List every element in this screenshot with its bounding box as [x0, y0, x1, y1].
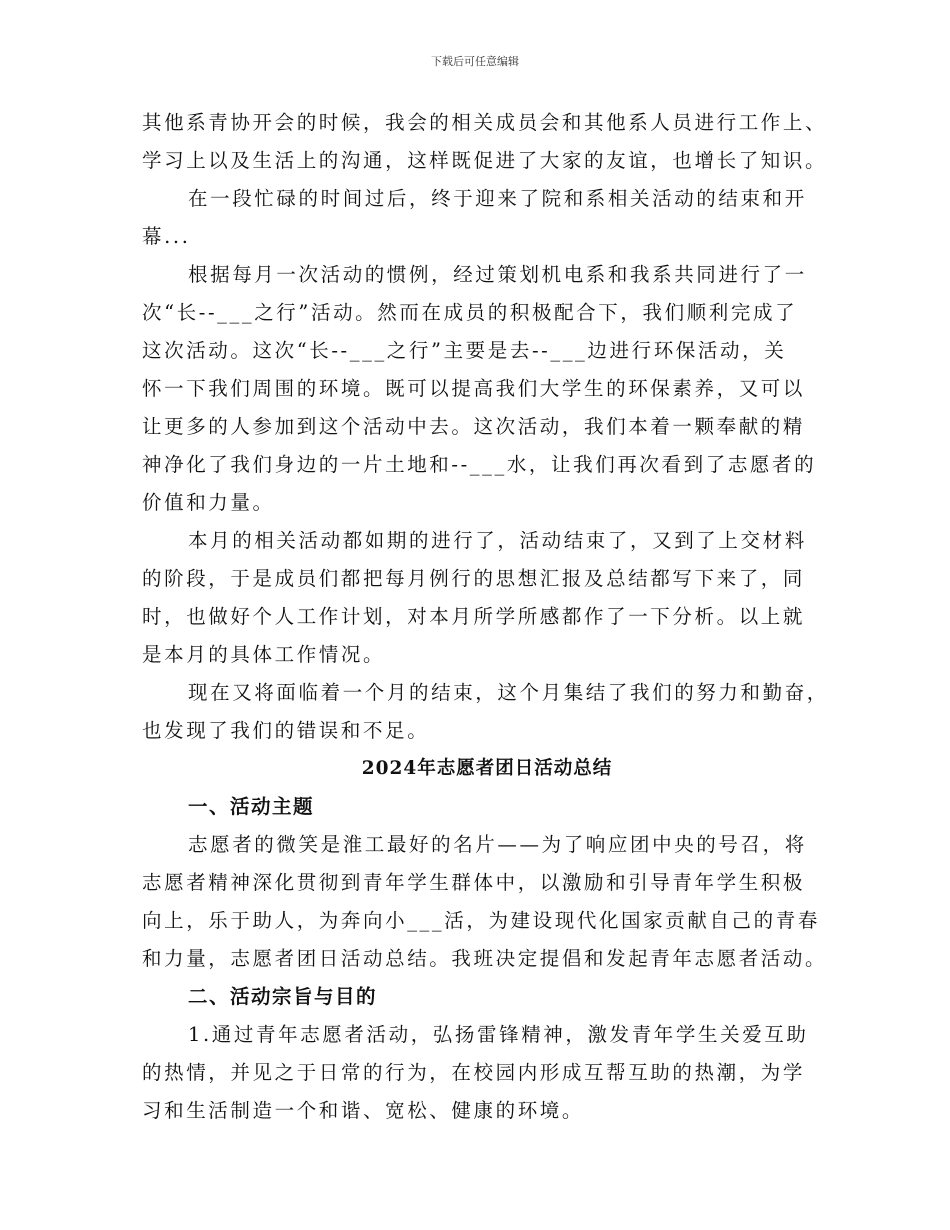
- paragraph-line: 向上，乐于助人，为奔向小___活，为建设现代化国家贡献自己的青春: [142, 909, 820, 932]
- paragraph-line: 是本月的具体工作情况。: [142, 643, 386, 666]
- paragraph-line: 让更多的人参加到这个活动中去。这次活动，我们本着一颗奉献的精: [142, 415, 806, 438]
- paragraph-line: 的热情，并见之于日常的行为，在校园内形成互帮互助的热潮，为学: [142, 1061, 806, 1084]
- document-body: [142, 104, 832, 1130]
- paragraph-line: 怀一下我们周围的环境。既可以提高我们大学生的环保素养，又可以: [142, 377, 806, 400]
- section-title: 2024年志愿者团日活动总结: [361, 758, 613, 779]
- paragraph-line: 其他系青协开会的时候，我会的相关成员会和其他系人员进行工作上、: [142, 111, 828, 134]
- paragraph-line: 神净化了我们身边的一片土地和--___水，让我们再次看到了志愿者的: [142, 453, 817, 476]
- paragraph-line: 也发现了我们的错误和不足。: [142, 719, 430, 742]
- paragraph-line: 习和生活制造一个和谐、宽松、健康的环境。: [142, 1099, 585, 1122]
- paragraph-line: 志愿者精神深化贯彻到青年学生群体中，以激励和引导青年学生积极: [142, 871, 806, 894]
- paragraph-line: 学习上以及生活上的沟通，这样既促进了大家的友谊，也增长了知识。: [142, 149, 828, 172]
- paragraph-line: 这次活动。这次“长--___之行”主要是去--___边进行环保活动，关: [142, 339, 787, 362]
- paragraph-line: 的阶段，于是成员们都把每月例行的思想汇报及总结都写下来了，同: [142, 567, 806, 590]
- paragraph-line: 本月的相关活动都如期的进行了，活动结束了，又到了上交材料: [188, 529, 807, 552]
- paragraph-line: 幕...: [142, 225, 191, 248]
- header-note: 下载后可任意编辑: [431, 55, 519, 68]
- section-heading: 一、活动主题: [188, 795, 315, 818]
- paragraph-line: 现在又将面临着一个月的结束，这个月集结了我们的努力和勤奋，: [188, 681, 829, 704]
- paragraph-line: 和力量，志愿者团日活动总结。我班决定提倡和发起青年志愿者活动。: [142, 947, 828, 970]
- paragraph-line: 根据每月一次活动的惯例，经过策划机电系和我系共同进行了一: [188, 263, 807, 286]
- paragraph-line: 时，也做好个人工作计划，对本月所学所感都作了一下分析。以上就: [142, 605, 806, 628]
- paragraph-line: 次“长--___之行”活动。然而在成员的积极配合下，我们顺利完成了: [142, 301, 798, 324]
- section-heading: 二、活动宗旨与目的: [188, 985, 378, 1008]
- paragraph-line: 价值和力量。: [142, 491, 275, 514]
- paragraph-line: 在一段忙碌的时间过后，终于迎来了院和系相关活动的结束和开: [188, 187, 807, 210]
- paragraph-line: 1.通过青年志愿者活动，弘扬雷锋精神，激发青年学生关爱互助: [188, 1023, 809, 1046]
- paragraph-line: 志愿者的微笑是淮工最好的名片——为了响应团中央的号召，将: [188, 833, 807, 856]
